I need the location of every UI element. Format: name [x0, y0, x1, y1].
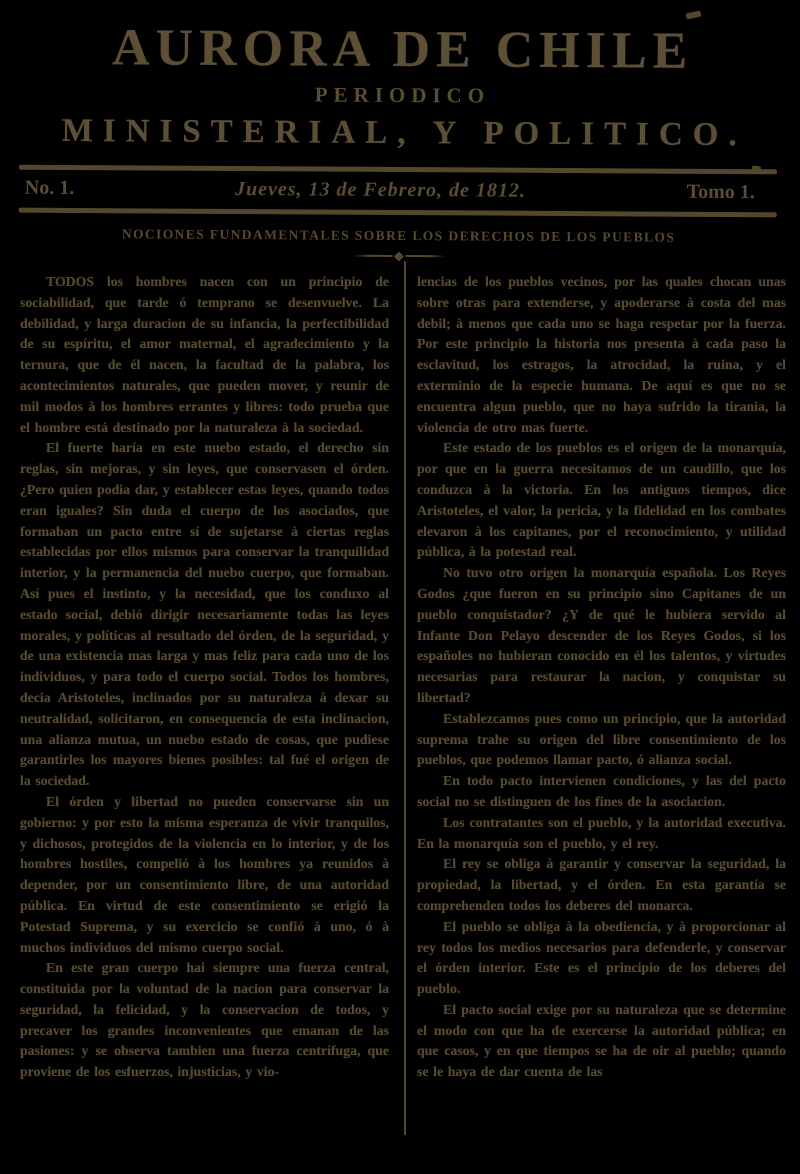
paragraph: Establezcamos pues como un principio, que la autoridad suprema trahe su origen del libre consentimiento de los pueblos, que podemos llamar pacto, ó alianza social. [417, 710, 786, 768]
newspaper-title: AURORA DE CHILE [111, 19, 694, 80]
paragraph: Este estado de los pueblos es el origen de la monarquía, por que en la guerra necesitamos de un caudillo, que los conduzca à la victoria. En los antiguos tiempos, dice Aristoteles, el valor, la pericia, y la fidelidad en los combates elevaron à los capitanes, por el reconocimiento, y utilidad pública, à la potestad real. [417, 440, 786, 560]
article-section-title: NOCIONES FUNDAMENTALES SOBRE LOS DERECHOS DE LOS PUEBLOS [121, 226, 676, 245]
ornament-diamond-icon [393, 251, 403, 261]
dateline-row [0, 170, 799, 208]
paragraph: lencias de los pueblos vecinos, por las quales chocan unas sobre otras para extenderse, y apoderarse à costa del mas debil; à menos que cada uno se haga respetar por la fuerza. Por este principio la historia nos presenta à cada paso la esclavitud, los estragos, la atrocidad, la ruina, y el exterminio de la especie humana. De aquí es que no se encuentra algun pueblo, que no haya sufrido la tirania, la violencia de otro mas fuerte. [417, 274, 786, 435]
column-divider-rule [404, 261, 406, 1135]
paragraph: El fuerte haría en este nuebo estado, el derecho sin reglas, sin mejoras, y sin leyes, que conservasen el órden. ¿Pero quien podia dar, y establecer estas leyes, quando todos eran iguales? Sin duda el cuerpo de los asociados, que formaban un pacto entre sí de sujetarse à ciertas reglas establecidas por ellos mismos para conservar la tranquilidad interior, y la permanencia del nuebo cuerpo, que formaban. Así pues el instinto, y la necesidad, que los conduxo al estado social, debió dirigir necesariamente todas las leyes morales, y políticas al resultado del órden, de la seguridad, y de una existencia mas larga y mas feliz para cada uno de los individuos, y para todo el cuerpo social. Todos los hombres, decia Aristoteles, inclinados por su naturaleza à dexar su neutralidad, solicitaron, en consequencia de esta inclinacion, una alianza mutua, un nuebo estado de cosas, que pudiese garantirles los mayores bienes posibles: tal fué el origen de la sociedad. [20, 440, 389, 789]
paragraph: Los contratantes son el pueblo, y la autoridad executiva. En la monarquía son el pueblo, y el rey. [417, 814, 786, 851]
masthead-subtitle-ministerial: MINISTERIAL, Y POLITICO. [61, 112, 747, 154]
paragraph: TODOS los hombres nacen con un principio de sociabilidad, que tarde ó temprano se desenvuelve. La debilidad, y larga duracion de su infancia, la perfectibilidad de su espíritu, el amor maternal, el agradecimiento y la ternura, que de él nacen, la facultad de la palabra, los acontecimientos naturales, que pueden mover, y reunir de mil modos à los hombres errantes y libres: todo prueba que el hombre está destinado por la naturaleza à la sociedad. [20, 274, 389, 435]
article-columns [0, 261, 800, 1154]
paragraph: En este gran cuerpo hai siempre una fuerza central, constituida por la voluntad de la nacion para conservar la seguridad, la felicidad, y la conservacion de todos, y precaver los grandes inconvenientes que emanan de las pasiones: y se observa tambien una fuerza centrífuga, que proviene de los esfuerzos, injusticias, y vio- [20, 960, 389, 1080]
horizontal-rule-bottom [19, 208, 777, 218]
issue-number: No. 1. [24, 176, 75, 200]
ornament-line-icon [405, 255, 445, 257]
masthead-subtitle-periodico: PERIODICO [314, 82, 491, 108]
masthead [0, 0, 800, 263]
paragraph: El pueblo se obliga à la obediencia, y à proporcionar al rey todos los medios necesarios para defenderle, y conservar el órden interior. Este es el principio de los deberes del pueblo. [417, 918, 786, 997]
ornament-line-icon [352, 255, 392, 257]
date-line: Jueves, 13 de Febrero, de 1812. [234, 177, 527, 202]
paragraph: No tuvo otro origen la monarquía española. Los Reyes Godos ¿que fueron en su principio sino Capitanes de un pueblo conquistador? ¿Y de qué le hubiera servido al Infante Don Pelayo descender de los Reyes Godos, si los españoles no hubieran conocido en él los talentos, y virtudes necesarias para restaurar la nacion, y conquistar su libertad? [417, 565, 786, 705]
paragraph: En todo pacto intervienen condiciones, y las del pacto social no se distinguen de los fines de la asociacion. [417, 773, 786, 809]
paragraph: El rey se obliga à garantir y conservar la seguridad, la propiedad, la libertad, y el órden. En esta garantía se comprehenden todos los deberes del monarca. [417, 856, 786, 913]
paragraph: El pacto social exige por su naturaleza que se determine el modo con que ha de exercerse la autoridad pública; en que casos, y en que tiempos se ha de oir al pueblo; quando se le haya de dar cuenta de las [417, 1001, 786, 1080]
volume-label: Tomo 1. [686, 180, 755, 204]
left-column [20, 272, 389, 1154]
right-column [417, 272, 786, 1154]
paragraph: El órden y libertad no pueden conservarse sin un gobierno: y por esto la misma esperanza de vivir tranquilos, y dichosos, protegidos de la violencia en lo interior, y de los hombres hostiles, compelió à los hombres ya reunidos à depender, por un consentimiento libre, de una autoridad pública. En virtud de este consentimiento se erigió la Potestad Suprema, y su exercicio se confió à uno, ó à muchos individuos del mismo cuerpo social. [20, 793, 389, 955]
